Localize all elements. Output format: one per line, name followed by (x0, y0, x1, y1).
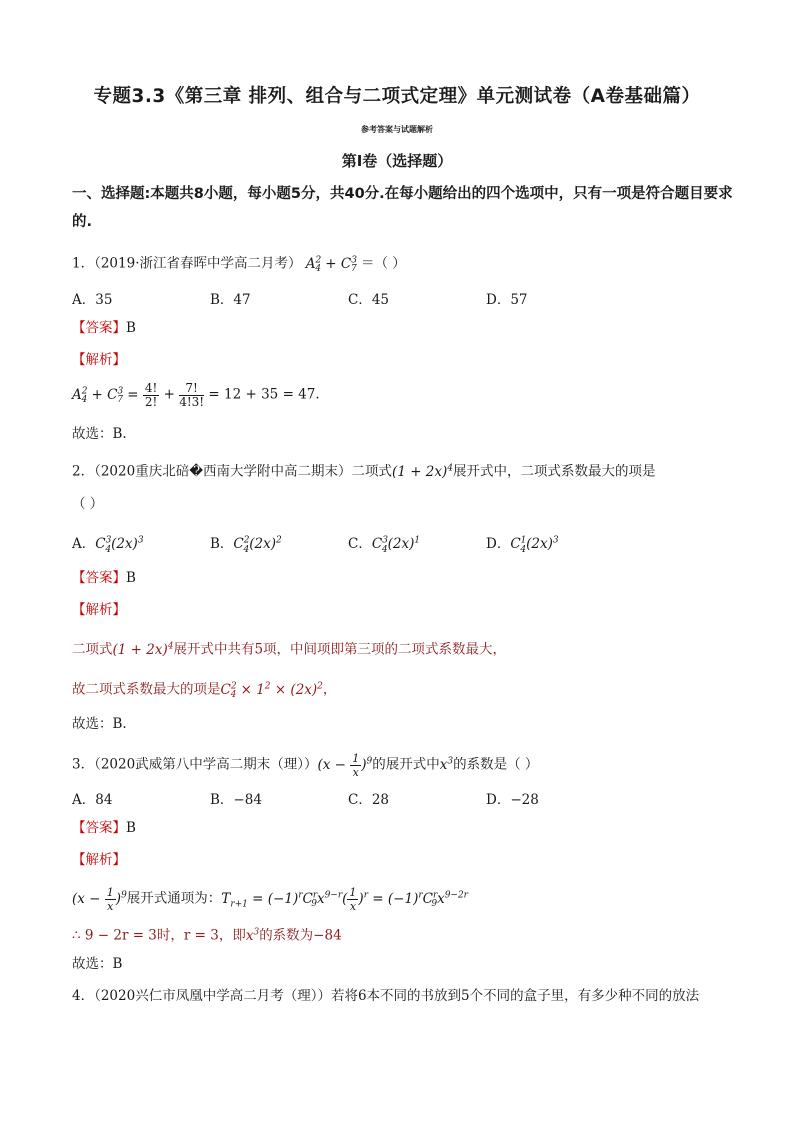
q3-work: (x − $\frac{1}{x}$ )$^9$展开式通项为：$T_{r+1} = (-1)^rC^r_9x^{9-r}$( $\frac{1}{x}$ )$^r = (-1)^rC^r_9x^{9-2r}$ (72, 885, 468, 913)
intro-line-1: 一、选择题:本题共8小题，每小题5分，共40分.在每小题给出的四个选项中，只有一项是符合题目要求 (72, 186, 733, 202)
q1-option-d: D．57 (486, 292, 528, 308)
q2-stem: 2．（2020重庆北碚�西南大学附中高二期末）二项式$(1 + 2x)^4$展开式中，二项式系数最大的项是 (72, 463, 656, 480)
q1-option-a: A．35 (72, 292, 113, 308)
answer-value: B (126, 570, 136, 586)
q3-analysis-line-2: ∴ 9 − 2r = 3时，r = 3，即$x^3$的系数为−84 (72, 927, 342, 944)
q1-source: 1．（2019·浙江省春晖中学高二月考） (72, 255, 302, 272)
q1-analysis-label: 【解析】 (72, 352, 126, 368)
answer-label: 【答案】 (72, 570, 126, 586)
intro-line-2: 的. (72, 214, 93, 230)
q2-option-b: B．$C^2_4(2x)^2$ (210, 535, 282, 555)
q1-option-c: C．45 (348, 292, 390, 308)
q1-options (72, 288, 732, 310)
q3-stem: 3．（2020武威第八中学高二期末（理））(x − $\frac{1}{x}$ )$^9$的展开式中$x^3$的系数是（ ） (72, 751, 539, 779)
q1-conclusion: 故选：B. (72, 426, 127, 442)
q2-analysis-label: 【解析】 (72, 602, 126, 618)
q2-conclusion: 故选：B. (72, 716, 127, 732)
q2-option-a: A．$C^3_4(2x)^3$ (72, 535, 144, 555)
q2-options (72, 532, 732, 554)
q2-option-c: C．$C^3_4(2x)^1$ (348, 535, 421, 555)
q3-answer (72, 818, 136, 838)
q3-analysis-label: 【解析】 (72, 852, 126, 868)
q3-option-a: A．84 (72, 792, 113, 808)
q1-expression: $A^2_4 + C^3_7$ (305, 255, 357, 275)
q3-source: 3．（2020武威第八中学高二期末（理）） (72, 756, 318, 773)
q2-paren: （ ） (72, 496, 104, 512)
q4-stem: 4．（2020兴仁市凤凰中学高二月考（理））若将6本不同的书放到5个不同的盒子里，有多少种不同的放法 (72, 988, 700, 1004)
q1-work: $A^2_4 + C^3_7$ = $\frac{4!}{2!}$ + $\frac{7!}{4!3!}$ = 12 + 35 = 47. (72, 380, 320, 409)
q3-option-b: B．−84 (210, 792, 262, 808)
page-subtitle: 参考答案与试题解析 (361, 125, 433, 134)
q3-option-c: C．28 (348, 792, 390, 808)
q2-stem-tail: 展开式中，二项式系数最大的项是 (453, 463, 656, 480)
q2-option-d: D．$C^1_4(2x)^3$ (486, 535, 559, 555)
answer-value: B (126, 820, 136, 836)
q2-analysis-line-2: 故二项式系数最大的项是$C^2_4 \times 1^2 \times (2x)^2$， (72, 681, 337, 701)
q2-answer (72, 568, 136, 588)
page-title: 专题3.3《第三章 排列、组合与二项式定理》单元测试卷（A卷基础篇） (93, 86, 701, 107)
q3-options (72, 788, 732, 810)
q3-conclusion: 故选：B (72, 956, 123, 972)
q1-work-result: = 12 + 35 = 47 (208, 386, 316, 403)
answer-value: B (126, 320, 136, 336)
q2-source: 2．（2020重庆北碚�西南大学附中高二期末）二项式 (72, 463, 393, 480)
answer-label: 【答案】 (72, 320, 126, 336)
q3-option-d: D．−28 (486, 792, 539, 808)
q1-blank: ＝（ ） (361, 255, 406, 272)
q1-stem (72, 250, 406, 279)
q2-analysis-line-1: 二项式$(1 + 2x)^4$展开式中共有5项，中间项即第三项的二项式系数最大， (72, 641, 507, 658)
q1-answer (72, 318, 136, 338)
answer-label: 【答案】 (72, 820, 126, 836)
q1-option-b: B．47 (210, 292, 251, 308)
section-heading: 第Ⅰ卷（选择题） (341, 152, 453, 170)
